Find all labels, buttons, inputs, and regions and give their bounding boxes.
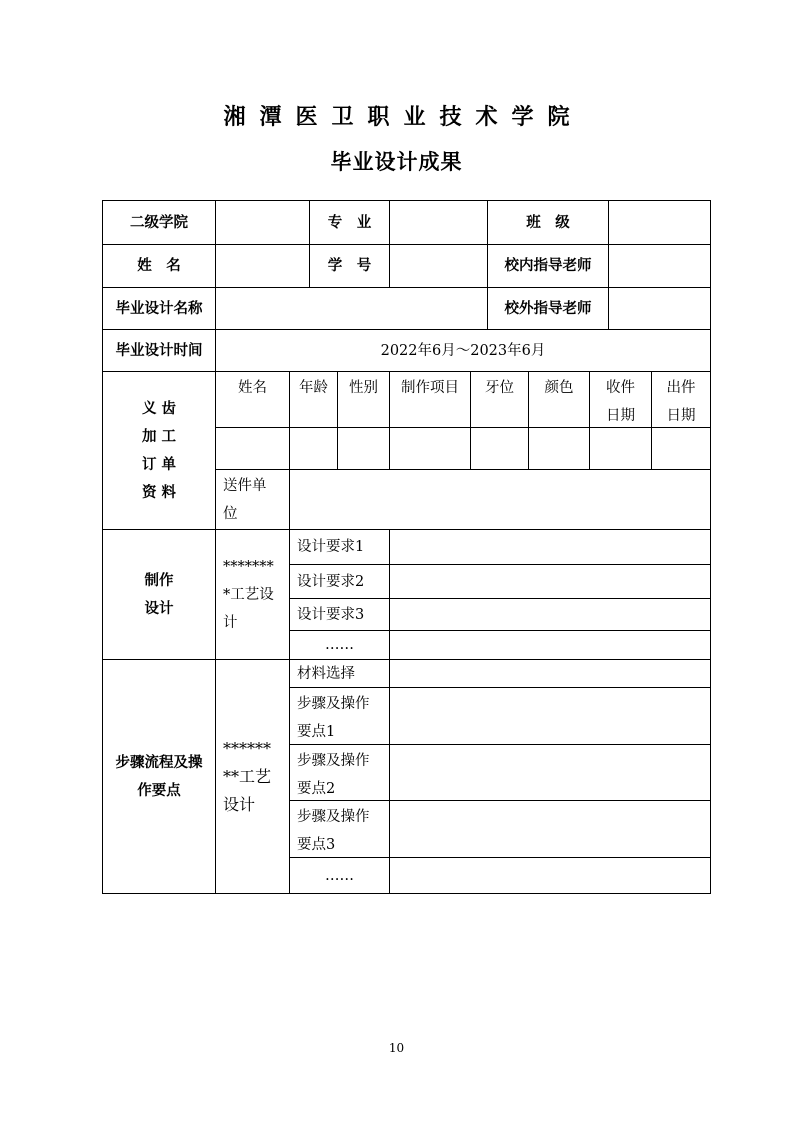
time-value[interactable]: 2022年6月～2023年6月 [215, 329, 711, 372]
steps-item-1-value[interactable] [389, 687, 711, 745]
design-item-1: 设计要求1 [289, 529, 390, 565]
name-value[interactable] [215, 244, 310, 288]
steps-item-material-value[interactable] [389, 659, 711, 688]
name-label: 姓 名 [102, 244, 216, 288]
steps-item-2: 步骤及操作 要点2 [289, 744, 390, 801]
time-label: 毕业设计时间 [102, 329, 216, 372]
document-title: 毕业设计成果 [330, 150, 463, 174]
design-item-3: 设计要求3 [289, 598, 390, 631]
col-tooth-header: 牙位 [470, 371, 529, 428]
steps-item-3: 步骤及操作 要点3 [289, 800, 390, 858]
order-cell[interactable] [389, 427, 471, 470]
steps-item-2-value[interactable] [389, 744, 711, 801]
steps-section-label: 步骤流程及操 作要点 [102, 659, 216, 894]
col-shipped-date-header: 出件 日期 [651, 371, 711, 428]
design-item-more: …… [289, 630, 390, 660]
inner-teacher-label: 校内指导老师 [487, 244, 609, 288]
order-cell[interactable] [337, 427, 390, 470]
steps-item-3-value[interactable] [389, 800, 711, 858]
class-label: 班 级 [487, 200, 609, 245]
major-value[interactable] [389, 200, 488, 245]
student-no-value[interactable] [389, 244, 488, 288]
design-process-label: ******* *工艺设 计 [215, 529, 290, 660]
col-age-header: 年龄 [289, 371, 338, 428]
design-item-3-value[interactable] [389, 598, 711, 631]
steps-item-material: 材料选择 [289, 659, 390, 688]
design-item-2-value[interactable] [389, 564, 711, 599]
steps-item-1: 步骤及操作 要点1 [289, 687, 390, 745]
project-name-label: 毕业设计名称 [102, 287, 216, 330]
order-cell[interactable] [651, 427, 711, 470]
steps-process-label: ****** **工艺 设计 [215, 659, 290, 894]
col-gender-header: 性别 [337, 371, 390, 428]
design-section-label: 制作 设计 [102, 529, 216, 660]
design-item-more-value[interactable] [389, 630, 711, 660]
order-cell[interactable] [215, 427, 290, 470]
page-number: 10 [388, 1041, 405, 1055]
outer-teacher-value[interactable] [608, 287, 711, 330]
project-name-value[interactable] [215, 287, 488, 330]
steps-item-more-value[interactable] [389, 857, 711, 894]
col-item-header: 制作项目 [389, 371, 471, 428]
major-label: 专 业 [309, 200, 390, 245]
order-section-label: 义 齿 加 工 订 单 资 料 [102, 371, 216, 530]
school-name: 湘潭医卫职业技术学院 [223, 105, 584, 130]
order-cell[interactable] [589, 427, 652, 470]
steps-item-more: …… [289, 857, 390, 894]
sender-label: 送件单 位 [215, 469, 290, 530]
col-name-header: 姓名 [215, 371, 290, 428]
outer-teacher-label: 校外指导老师 [487, 287, 609, 330]
design-item-1-value[interactable] [389, 529, 711, 565]
order-cell[interactable] [470, 427, 529, 470]
dept-value[interactable] [215, 200, 310, 245]
inner-teacher-value[interactable] [608, 244, 711, 288]
dept-label: 二级学院 [102, 200, 216, 245]
class-value[interactable] [608, 200, 711, 245]
design-item-2: 设计要求2 [289, 564, 390, 599]
order-cell[interactable] [528, 427, 590, 470]
col-received-date-header: 收件 日期 [589, 371, 652, 428]
student-no-label: 学 号 [309, 244, 390, 288]
sender-value[interactable] [289, 469, 711, 530]
col-color-header: 颜色 [528, 371, 590, 428]
order-cell[interactable] [289, 427, 338, 470]
